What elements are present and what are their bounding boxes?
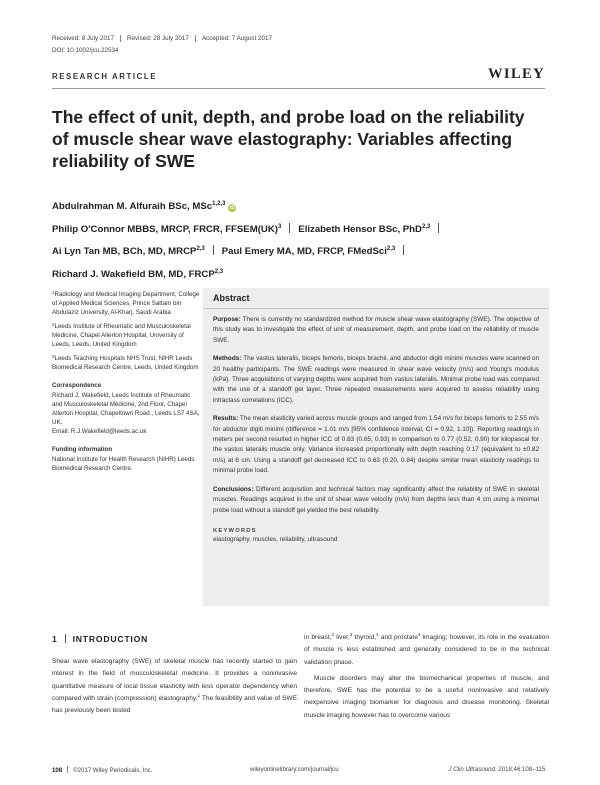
affiliation-text: Leeds Institute of Rheumatic and Musculoskeletal Medicine, Chapel Allerton Hospital, University of Leeds, Leeds, United Kingdom <box>52 323 191 348</box>
body-paragraph <box>52 656 297 717</box>
doi[interactable]: DOI: 10.1002/jcu.22534 <box>52 47 119 54</box>
affiliation <box>52 290 202 317</box>
accepted-date: Accepted: 7 August 2017 <box>201 35 272 43</box>
paragraph-text: in breast, <box>304 634 332 641</box>
copyright: ©2017 Wiley Periodicals, Inc. <box>73 767 153 774</box>
affiliation-number: 1 <box>52 290 55 295</box>
divider <box>195 35 196 42</box>
author-separator <box>213 245 214 255</box>
correspondence-address: Richard J. Wakefield, Leeds Institute of Rheumatic and Musculoskeletal Medicine, 2nd Floor, Chapel Allerton Hospital, Chapeltown Road., Leeds LS7 4SA, UK. <box>52 392 200 426</box>
results-text: The mean elasticity varied across muscle groups and ranged from 1.54 m/s for biceps femoris to 2.55 m/s for abductor digiti minimi (difference = 1.01 m/s [95% confidence interval, CI = 0.92, 1.10]). Reporting readings in meters per second resulted in higher ICC of 0.83 (0.65, 0.93) in comparison to 0.77 (0.52, 0.90) for kilopascal for the vastus lateralis muscle only. Variance increased proportionally with depth reaching 0.17 (equivalent to ±0.82 m/s) at 6 cm. Using a standoff gel decreased ICC to 0.63 (0.20, 0.84) despite similar mean elasticity readings to minimal probe load. <box>213 415 539 475</box>
affiliation <box>52 354 202 372</box>
abstract-results <box>213 414 539 476</box>
paragraph-text: liver, <box>334 634 350 641</box>
methods-text: The vastus lateralis, biceps femoris, biceps brachii, and abductor digiti minimi muscles were scanned on 20 healthy participants. The SWE readings were measured in shear wave velocity (m/s) and Young's modulus (kPa). Three acquisitions of varying depths were acquired from vastus lateralis. Minimal probe load was compared with the use of a standoff gel layer. Three repeated measurements were acquired to assess reliability using intraclass correlations (ICC). <box>213 355 539 404</box>
author-affiliation-ref: 2,3 <box>421 223 431 230</box>
journal-citation <box>449 766 547 773</box>
body-paragraph: Muscle disorders may alter the biomechanical properties of muscle, and therefore, SWE has the potential to be a useful noninvasive and relatively inexpensive imaging biomarker for diagnosis and disease monitoring. Skeletal muscle imaging however has to overcome various <box>304 674 549 719</box>
author-name[interactable]: Paul Emery MA, MD, FRCP, FMedSci <box>221 246 387 257</box>
publisher-logo: WILEY <box>488 66 545 82</box>
citation-ref[interactable]: 1 <box>197 692 201 698</box>
author-line <box>52 264 552 287</box>
citation-ref[interactable]: 4 <box>376 632 379 637</box>
funding-text: National Institute for Health Research (NIHR) Leeds Biomedical Research Centre. <box>52 456 195 472</box>
correspondence-text <box>52 391 202 436</box>
keywords-list: elastography, muscles, reliability, ultrasound <box>213 535 338 543</box>
page-footer <box>52 766 547 774</box>
author-affiliation-ref: 2,3 <box>214 268 224 275</box>
journal-name: J Clin Ultrasound. <box>448 766 497 773</box>
abstract-box <box>203 288 549 606</box>
section-separator <box>65 634 66 643</box>
author-affiliation-ref: 2,3 <box>196 246 205 252</box>
paragraph-text: thyroid, <box>352 634 377 641</box>
body-column-right <box>304 632 549 722</box>
received-date: Received: 8 July 2017 <box>52 35 114 43</box>
article-type: RESEARCH ARTICLE <box>52 72 158 81</box>
author-line <box>52 241 552 264</box>
funding-heading: Funding information <box>52 446 113 453</box>
paragraph-text: The feasibility and value of SWE has previously been tested <box>52 694 297 715</box>
affiliation-text: Leeds Teaching Hospitals NHS Trust, NIHR Leeds Biomedical Research Centre, Leeds, United Kingdom <box>52 355 199 371</box>
keywords-heading: KEYWORDS <box>213 527 257 534</box>
paragraph-text: and prostate <box>378 634 418 641</box>
paragraph-text: imaging; however, its role in the evaluation of muscle is less established and generally considered to be in the technical validation phase. <box>304 634 550 666</box>
author-separator <box>403 245 404 255</box>
citation-ref[interactable]: 4 <box>417 632 421 637</box>
sidebar-notes <box>52 290 202 478</box>
citation-ref[interactable]: 2 <box>331 632 335 637</box>
author-name[interactable]: Abdulrahman M. Alfuraih BSc, MSc <box>52 201 213 212</box>
author-name[interactable]: Elizabeth Hensor BSc, PhD <box>298 223 422 235</box>
orcid-icon[interactable]: iD <box>229 205 235 211</box>
affiliation-number: 3 <box>52 354 55 359</box>
abstract-conclusions <box>213 485 539 516</box>
article-dates <box>52 35 272 42</box>
author-separator <box>289 223 290 233</box>
author-name[interactable]: Richard J. Wakefield BM, MD, FRCP <box>52 268 215 280</box>
author-affiliation-ref: 3 <box>277 223 282 230</box>
citation-info: 2018;46:108–115. <box>496 766 547 773</box>
conclusions-text: Different acquisition and technical factors may significantly affect the reliability of SWE in skeletal muscles. Readings acquired in the unit of shear wave velocity (m/s) from depths less than 4 cm using a minimal probe load without a standoff gel yielded the best reliability. <box>213 485 539 514</box>
abstract-heading: Abstract <box>203 288 549 309</box>
section-heading-introduction <box>52 634 148 644</box>
author-name[interactable]: Philip O'Connor MBBS, MRCP, FRCR, FFSEM(UK) <box>52 223 278 235</box>
author-line <box>52 219 552 242</box>
body-paragraph <box>304 632 549 669</box>
author-name[interactable]: Ai Lyn Tan MB, BCh, MD, MRCP <box>52 246 197 257</box>
author-line <box>52 196 552 219</box>
journal-website[interactable]: wileyonlinelibrary.com/journal/jcu <box>250 766 339 773</box>
author-affiliation-ref: 2,3 <box>386 246 396 252</box>
results-label: Results: <box>213 415 239 423</box>
affiliation-text: Radiology and Medical Imaging Department, College of Applied Medical Sciences, Prince Sattam bin Abdulaziz University, Al-Kharj, Saudi Arabia <box>52 291 200 316</box>
paragraph-text: Shear wave elastography (SWE) of skeletal muscle has recently started to gain interest in the field of musculoskeletal medicine. It provides a noninvasive quantitative measure of local tissue elasticity with less operator dependency when compared with strain (compression) elastography. <box>52 658 297 702</box>
section-number: 1 <box>52 634 58 644</box>
correspondence-email[interactable]: Email: R.J.Wakefield@leeds.ac.uk <box>52 428 147 435</box>
article-title: The effect of unit, depth, and probe load on the reliability of muscle shear wave elastography: Variables affecting reliability of SWE <box>52 107 525 171</box>
citation-ref[interactable]: 3 <box>349 632 353 637</box>
abstract-purpose <box>213 315 539 346</box>
body-column-left <box>52 656 297 717</box>
page-number: 108 <box>52 767 63 774</box>
correspondence-heading: Correspondence <box>52 382 102 389</box>
section-title: INTRODUCTION <box>72 634 149 644</box>
footer-separator <box>67 766 68 773</box>
affiliation-number: 2 <box>52 322 55 327</box>
author-list <box>52 196 552 286</box>
conclusions-label: Conclusions: <box>213 485 254 493</box>
methods-label: Methods: <box>213 355 242 363</box>
divider <box>120 35 121 42</box>
abstract-methods <box>213 354 539 406</box>
revised-date: Revised: 28 July 2017 <box>126 35 189 43</box>
purpose-text: There is currently no standardized method for muscle shear wave elastography (SWE). The objective of this study was to investigate the effect of unit of measurement, depth, and probe load on the reliability of muscle SWE. <box>213 316 539 344</box>
author-affiliation-ref: 1,2,3 <box>212 201 226 207</box>
header-divider <box>52 88 545 89</box>
affiliation <box>52 322 202 349</box>
author-separator <box>438 223 439 233</box>
purpose-label: Purpose: <box>213 316 241 323</box>
